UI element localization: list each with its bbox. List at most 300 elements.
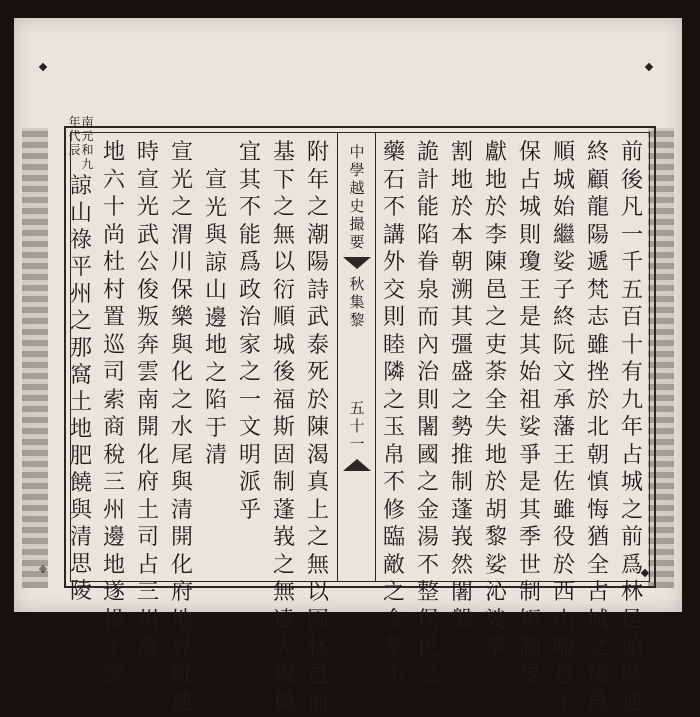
glyph: 要 — [349, 233, 365, 251]
glyph: 則 — [382, 305, 405, 330]
glyph: 潮 — [306, 222, 329, 248]
glyph: 玉 — [382, 415, 405, 440]
glyph: 肥 — [69, 444, 92, 469]
glyph: 清 — [204, 443, 227, 468]
glyph: 之 — [306, 525, 329, 550]
glyph: 計 — [416, 167, 439, 193]
glyph: 稅 — [102, 442, 125, 468]
glyph: 光 — [170, 167, 193, 193]
glyph: 化 — [136, 442, 159, 468]
volume-label — [349, 275, 364, 329]
glyph: 十 — [620, 332, 643, 358]
glyph: 之 — [620, 497, 643, 523]
registration-mark-icon — [39, 63, 47, 71]
glyph: 喘 — [552, 635, 575, 660]
glyph: 邊 — [136, 635, 159, 660]
glyph: 三 — [136, 580, 159, 605]
glyph: 前 — [620, 525, 643, 550]
glyph: 投 — [102, 607, 125, 633]
glyph: 樂 — [170, 305, 193, 330]
glyph: 司 — [102, 360, 125, 385]
glyph: 陳 — [306, 415, 329, 440]
glyph: 講 — [382, 222, 405, 248]
glyph: 子 — [552, 277, 575, 303]
text-column — [377, 133, 411, 688]
glyph: 林 — [306, 635, 329, 660]
text-column — [165, 133, 199, 715]
glyph: 城 — [518, 195, 541, 220]
glyph: 平 — [69, 255, 92, 280]
glyph: 開 — [136, 415, 159, 440]
glyph: 化 — [170, 360, 193, 385]
glyph: 能 — [238, 222, 261, 248]
glyph: 盛 — [450, 360, 473, 385]
glyph: 村 — [102, 277, 125, 303]
text-column — [547, 133, 581, 715]
glyph: 府 — [170, 580, 193, 605]
glyph: 固 — [306, 607, 329, 633]
glyph: 不 — [238, 195, 261, 220]
glyph: 不 — [416, 552, 439, 578]
glyph: 朝 — [450, 250, 473, 275]
glyph: 之 — [484, 305, 507, 330]
text-column — [70, 173, 92, 605]
glyph: 渴 — [306, 442, 329, 468]
glyph: 眷 — [416, 250, 439, 275]
glyph: 區 — [620, 662, 643, 688]
glyph: 六 — [102, 167, 125, 193]
glyph: 於 — [484, 195, 507, 220]
glyph: 一 — [349, 435, 365, 453]
glyph: 越 — [349, 179, 365, 197]
glyph: 斯 — [272, 415, 295, 440]
glyph: 悔 — [586, 497, 609, 523]
glyph: 化 — [170, 552, 193, 578]
glyph: 後 — [272, 360, 295, 385]
glyph: 祿 — [69, 228, 92, 253]
text-column — [267, 133, 301, 715]
glyph: 光 — [204, 195, 227, 221]
glyph: 年 — [306, 167, 329, 193]
glyph: 下 — [272, 167, 295, 193]
glyph: 瓊 — [518, 250, 541, 275]
glyph: 爭 — [518, 442, 541, 468]
glyph: 九 — [81, 157, 94, 171]
glyph: 終 — [552, 305, 575, 330]
glyph: 全 — [586, 552, 609, 578]
glyph: 世 — [518, 552, 541, 578]
glyph: 山 — [69, 201, 92, 226]
glyph: 百 — [620, 305, 643, 330]
section-heading — [199, 133, 233, 581]
book-title — [349, 143, 364, 251]
glyph: 王 — [552, 442, 575, 468]
glyph: 之 — [238, 360, 261, 385]
glyph: 隣 — [382, 360, 405, 385]
glyph: 占 — [518, 167, 541, 193]
glyph: 前 — [620, 140, 643, 165]
glyph: 之 — [170, 387, 193, 413]
glyph: 杜 — [102, 250, 125, 275]
fishtail-marker-icon — [343, 257, 371, 269]
glyph: 爲 — [620, 552, 643, 578]
glyph: 爲 — [586, 690, 609, 715]
glyph: 前 — [306, 690, 329, 715]
glyph: 地 — [484, 167, 507, 193]
glyph: 始 — [518, 360, 541, 385]
glyph: 之 — [306, 195, 329, 220]
glyph: 之 — [382, 387, 405, 413]
glyph: 之 — [69, 309, 92, 334]
text-column — [581, 133, 615, 715]
glyph: 以 — [306, 580, 329, 605]
glyph: 民 — [416, 635, 439, 660]
glyph: 學 — [349, 161, 365, 179]
glyph: 水 — [170, 415, 193, 440]
glyph: 基 — [272, 140, 295, 165]
glyph: 時 — [136, 140, 159, 165]
book-page — [14, 18, 682, 715]
glyph: 與 — [170, 470, 193, 495]
glyph: 之 — [382, 580, 405, 605]
glyph: 清 — [170, 497, 193, 523]
glyph: 之 — [416, 470, 439, 495]
glyph: 挫 — [586, 360, 609, 385]
glyph: 睦 — [382, 332, 405, 358]
glyph: 地 — [484, 442, 507, 468]
glyph: 城 — [586, 607, 609, 633]
glyph: 金 — [416, 497, 439, 523]
glyph: 旻 — [518, 662, 541, 688]
glyph: 邊 — [102, 525, 125, 550]
inner-border — [68, 115, 650, 715]
glyph: 荼 — [484, 360, 507, 385]
glyph: 邑 — [484, 277, 507, 303]
glyph: 死 — [306, 360, 329, 385]
glyph: 順 — [552, 140, 575, 165]
glyph: 無 — [306, 552, 329, 578]
glyph: 九 — [620, 387, 643, 413]
glyph: 武 — [136, 222, 159, 248]
glyph: 文 — [552, 360, 575, 385]
glyph: 外 — [382, 250, 405, 275]
glyph: 爲 — [238, 250, 261, 275]
glyph: 詩 — [306, 277, 329, 303]
glyph: 彊 — [450, 332, 473, 358]
glyph: 乎 — [238, 497, 261, 523]
glyph: 季 — [518, 525, 541, 550]
glyph: 之 — [450, 387, 473, 413]
text-column — [411, 133, 445, 688]
glyph: 置 — [102, 305, 125, 330]
glyph: 革 — [382, 635, 405, 660]
glyph: 始 — [552, 195, 575, 220]
glyph: 於 — [306, 387, 329, 413]
glyph: 其 — [518, 332, 541, 358]
glyph: 與 — [204, 223, 227, 248]
glyph: 邊 — [204, 305, 227, 331]
glyph: 渭 — [170, 222, 193, 248]
glyph: 則 — [518, 222, 541, 248]
glyph: 制 — [518, 580, 541, 605]
glyph: 保 — [416, 607, 439, 633]
glyph: 志 — [586, 305, 609, 330]
text-column — [301, 133, 335, 715]
glyph: 于 — [204, 415, 227, 441]
glyph: 後 — [586, 662, 609, 688]
glyph: 司 — [136, 525, 159, 550]
glyph: 峩 — [272, 525, 295, 550]
text-column — [615, 133, 649, 715]
glyph: 十 — [102, 195, 125, 220]
glyph: 制 — [518, 635, 541, 660]
glyph: 占 — [620, 442, 643, 468]
glyph: 藥 — [382, 140, 405, 165]
center-band — [339, 133, 375, 581]
glyph: 州 — [136, 607, 159, 633]
glyph: 雖 — [552, 497, 575, 523]
glyph: 阮 — [552, 332, 575, 358]
glyph: 其 — [238, 167, 261, 193]
glyph: 不 — [552, 690, 575, 715]
glyph: 祖 — [518, 387, 541, 413]
glyph: 林 — [620, 580, 643, 605]
note-line — [68, 115, 80, 171]
glyph: 奔 — [136, 332, 159, 358]
glyph: 勢 — [450, 415, 473, 440]
glyph: 諒 — [69, 174, 92, 199]
glyph: 是 — [518, 305, 541, 330]
fishtail-marker-icon — [343, 459, 371, 471]
glyph: 蓬 — [450, 497, 473, 523]
registration-mark-icon — [645, 63, 653, 71]
note-line — [82, 115, 94, 171]
glyph: 無 — [272, 580, 295, 605]
glyph: 不 — [382, 662, 405, 688]
glyph: 胡 — [484, 497, 507, 523]
glyph: 年 — [68, 115, 81, 129]
glyph: 泉 — [416, 277, 439, 303]
glyph: 雲 — [136, 360, 159, 385]
glyph: 雖 — [586, 332, 609, 358]
glyph: 衍 — [272, 277, 295, 303]
glyph: 不 — [382, 195, 405, 220]
glyph: 猶 — [586, 525, 609, 550]
glyph: 一 — [620, 222, 643, 248]
glyph: 於 — [484, 470, 507, 495]
glyph: 娑 — [518, 415, 541, 440]
glyph: 地 — [102, 140, 125, 165]
glyph: 商 — [102, 415, 125, 440]
glyph: 遂 — [102, 580, 125, 605]
glyph: 清 — [69, 525, 92, 550]
glyph: 地 — [170, 607, 193, 633]
glyph: 制 — [272, 470, 295, 495]
glyph: 模 — [272, 690, 295, 715]
glyph: 之 — [170, 195, 193, 220]
glyph: 帛 — [382, 442, 405, 468]
glyph: 交 — [382, 277, 405, 303]
glyph: 宣 — [136, 167, 159, 193]
glyph: 無 — [272, 222, 295, 248]
glyph: 辰 — [68, 143, 81, 157]
glyph: 附 — [306, 140, 329, 165]
glyph: 其 — [450, 305, 473, 330]
glyph: 土 — [69, 390, 92, 415]
glyph: 集 — [349, 293, 365, 311]
glyph: 是 — [518, 470, 541, 495]
glyph: 娑 — [552, 250, 575, 275]
glyph: 爭 — [484, 635, 507, 660]
glyph: 順 — [272, 305, 295, 330]
glyph: 不 — [382, 470, 405, 495]
glyph: 有 — [620, 360, 643, 385]
glyph: 政 — [238, 277, 261, 303]
glyph: 占 — [586, 580, 609, 605]
glyph: 金 — [382, 607, 405, 633]
glyph: 失 — [484, 415, 507, 440]
text-column — [97, 133, 131, 688]
glyph: 秋 — [349, 275, 365, 293]
glyph: 則 — [416, 387, 439, 413]
glyph: 槃 — [450, 607, 473, 633]
glyph: 之 — [272, 195, 295, 220]
glyph: 真 — [306, 470, 329, 495]
glyph: 全 — [484, 387, 507, 413]
glyph: 界 — [170, 635, 193, 660]
glyph: 俊 — [136, 277, 159, 303]
glyph: 地 — [69, 417, 92, 442]
glyph: 宣 — [204, 168, 227, 193]
glyph: 臨 — [382, 525, 405, 550]
glyph: 州 — [69, 282, 92, 307]
glyph: 上 — [306, 497, 329, 523]
glyph: 藩 — [552, 415, 575, 440]
glyph: 宜 — [238, 140, 261, 165]
glyph: 家 — [238, 332, 261, 358]
glyph: 開 — [170, 525, 193, 550]
glyph: 于 — [102, 635, 125, 660]
glyph: 十 — [349, 417, 365, 435]
glyph: 陳 — [484, 250, 507, 275]
glyph: 然 — [450, 552, 473, 578]
glyph: 撮 — [349, 215, 365, 233]
glyph: 西 — [552, 580, 575, 605]
glyph: 矩 — [518, 607, 541, 633]
glyph: 饒 — [69, 471, 92, 496]
glyph: 窩 — [69, 363, 92, 388]
glyph: 陷 — [416, 222, 439, 248]
glyph: 城 — [620, 470, 643, 495]
glyph: 陽 — [586, 222, 609, 248]
glyph: 和 — [81, 143, 94, 157]
glyph: 能 — [416, 195, 439, 220]
left-bleed-through — [22, 128, 48, 588]
glyph: 推 — [450, 442, 473, 468]
glyph: 闍 — [416, 415, 439, 440]
glyph: 凡 — [620, 195, 643, 220]
glyph: 與 — [69, 498, 92, 523]
glyph: 邑 — [306, 662, 329, 688]
glyph: 北 — [586, 415, 609, 440]
glyph: 終 — [586, 140, 609, 165]
text-column — [513, 133, 547, 688]
glyph: 山 — [204, 278, 227, 303]
annotated-column — [65, 115, 97, 604]
glyph: 保 — [170, 277, 193, 303]
glyph: 梵 — [586, 277, 609, 303]
glyph: 思 — [69, 552, 92, 577]
glyph: 巡 — [102, 332, 125, 358]
text-column — [479, 133, 513, 660]
glyph: 詭 — [416, 140, 439, 165]
glyph: 福 — [272, 387, 295, 413]
glyph: 千 — [620, 250, 643, 275]
glyph: 索 — [102, 387, 125, 413]
glyph: 與 — [170, 332, 193, 358]
glyph: 州 — [102, 497, 125, 523]
glyph: 規 — [272, 662, 295, 688]
glyph: 湯 — [416, 525, 439, 550]
glyph: 遞 — [586, 250, 609, 275]
glyph: 派 — [238, 470, 261, 495]
glyph: 朝 — [586, 442, 609, 468]
glyph: 顧 — [586, 167, 609, 193]
glyph: 獻 — [484, 140, 507, 165]
glyph: 石 — [382, 167, 405, 193]
glyph: 繼 — [552, 222, 575, 248]
glyph: 敵 — [382, 552, 405, 578]
glyph: 文 — [238, 415, 261, 440]
glyph: 陵 — [69, 579, 92, 604]
glyph: 一 — [238, 387, 261, 413]
glyph: 毗 — [170, 662, 193, 688]
glyph: 諒 — [204, 250, 227, 276]
glyph: 制 — [450, 470, 473, 495]
glyph: 而 — [416, 305, 439, 330]
glyph: 史 — [349, 197, 365, 215]
glyph: 其 — [518, 497, 541, 523]
glyph: 治 — [416, 360, 439, 385]
glyph: 邑 — [620, 607, 643, 633]
text-column — [131, 133, 165, 660]
glyph: 峩 — [450, 525, 473, 550]
glyph: 明 — [238, 442, 261, 468]
glyph: 五 — [349, 399, 365, 417]
glyph: 光 — [136, 195, 159, 220]
center-rule-right — [375, 133, 376, 581]
glyph: 陽 — [306, 250, 329, 275]
glyph: 之 — [416, 662, 439, 688]
glyph: 武 — [306, 305, 329, 330]
glyph: 尚 — [102, 222, 125, 248]
glyph: 娑 — [484, 552, 507, 578]
glyph: 五 — [620, 277, 643, 303]
glyph: 黎 — [484, 525, 507, 550]
text-frame — [64, 115, 656, 715]
glyph: 保 — [518, 140, 541, 165]
glyph: 三 — [102, 470, 125, 495]
glyph: 息 — [552, 662, 575, 688]
glyph: 沁 — [484, 580, 507, 605]
glyph: 叛 — [136, 305, 159, 330]
glyph: 年 — [620, 415, 643, 440]
glyph: 黎 — [349, 311, 365, 329]
glyph: 於 — [450, 195, 473, 220]
glyph: 城 — [272, 332, 295, 358]
glyph: 地 — [450, 167, 473, 193]
glyph: 占 — [136, 552, 159, 578]
